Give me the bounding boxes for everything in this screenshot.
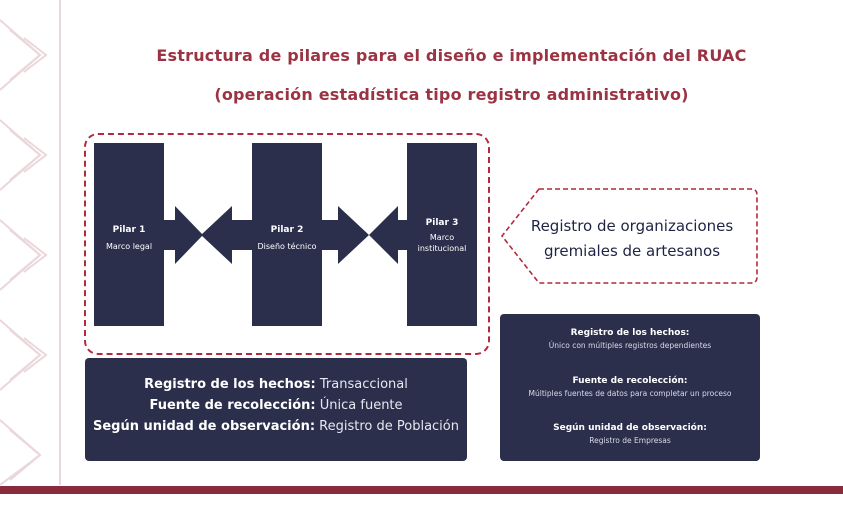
pillar-1 xyxy=(94,143,164,326)
callout-line1: Registro de organizaciones xyxy=(530,217,734,235)
right-item-2 xyxy=(500,376,760,398)
callout-line2: gremiales de artesanos xyxy=(543,242,721,260)
right-item-1 xyxy=(500,328,760,350)
left-row-1-label: Registro de los hechos: xyxy=(144,377,316,392)
characteristics-box-right xyxy=(500,314,760,461)
pillar-2-desc: Diseño técnico xyxy=(257,242,317,251)
pillar-3-desc-line2: institucional xyxy=(417,244,467,253)
arrow-left-1 xyxy=(201,206,252,264)
left-row-2-label: Fuente de recolección: xyxy=(149,398,316,413)
right-item-3 xyxy=(500,423,760,445)
left-row-3-value: Registro de Población xyxy=(319,419,459,434)
diagram-subtitle: (operación estadística tipo registro administrativo) xyxy=(214,85,689,104)
left-row-1-value: Transaccional xyxy=(319,377,408,392)
pillar-3-title: Pilar 3 xyxy=(425,218,459,228)
right-item-3-label: Según unidad de observación: xyxy=(553,423,707,433)
characteristics-box-left xyxy=(85,358,467,461)
right-item-1-label: Registro de los hechos: xyxy=(570,328,690,338)
pillar-2 xyxy=(252,143,322,326)
pillar-1-title: Pilar 1 xyxy=(112,225,146,235)
left-row-3 xyxy=(85,416,467,437)
callout-text xyxy=(514,214,750,264)
pillar-3-desc xyxy=(407,232,477,254)
pillar-3-desc-line1: Marco xyxy=(429,233,455,242)
pillar-3 xyxy=(407,143,477,326)
arrow-right-2 xyxy=(322,206,369,264)
pillar-2-title: Pilar 2 xyxy=(270,225,304,235)
left-row-2 xyxy=(85,395,467,416)
arrow-left-2 xyxy=(369,206,407,264)
footer-bar xyxy=(0,486,843,494)
right-item-3-value: Registro de Empresas xyxy=(589,436,671,445)
right-item-1-value: Único con múltiples registros dependientes xyxy=(548,341,712,350)
right-item-2-label: Fuente de recolección: xyxy=(572,376,688,386)
left-row-3-label: Según unidad de observación: xyxy=(92,419,316,434)
arrow-right-1 xyxy=(164,206,203,264)
left-row-2-value: Única fuente xyxy=(319,398,403,413)
left-row-1 xyxy=(85,374,467,395)
right-item-2-value: Múltiples fuentes de datos para completar un proceso xyxy=(528,389,732,398)
pillar-1-desc: Marco legal xyxy=(105,242,153,251)
diagram-title: Estructura de pilares para el diseño e implementación del RUAC xyxy=(156,46,747,65)
